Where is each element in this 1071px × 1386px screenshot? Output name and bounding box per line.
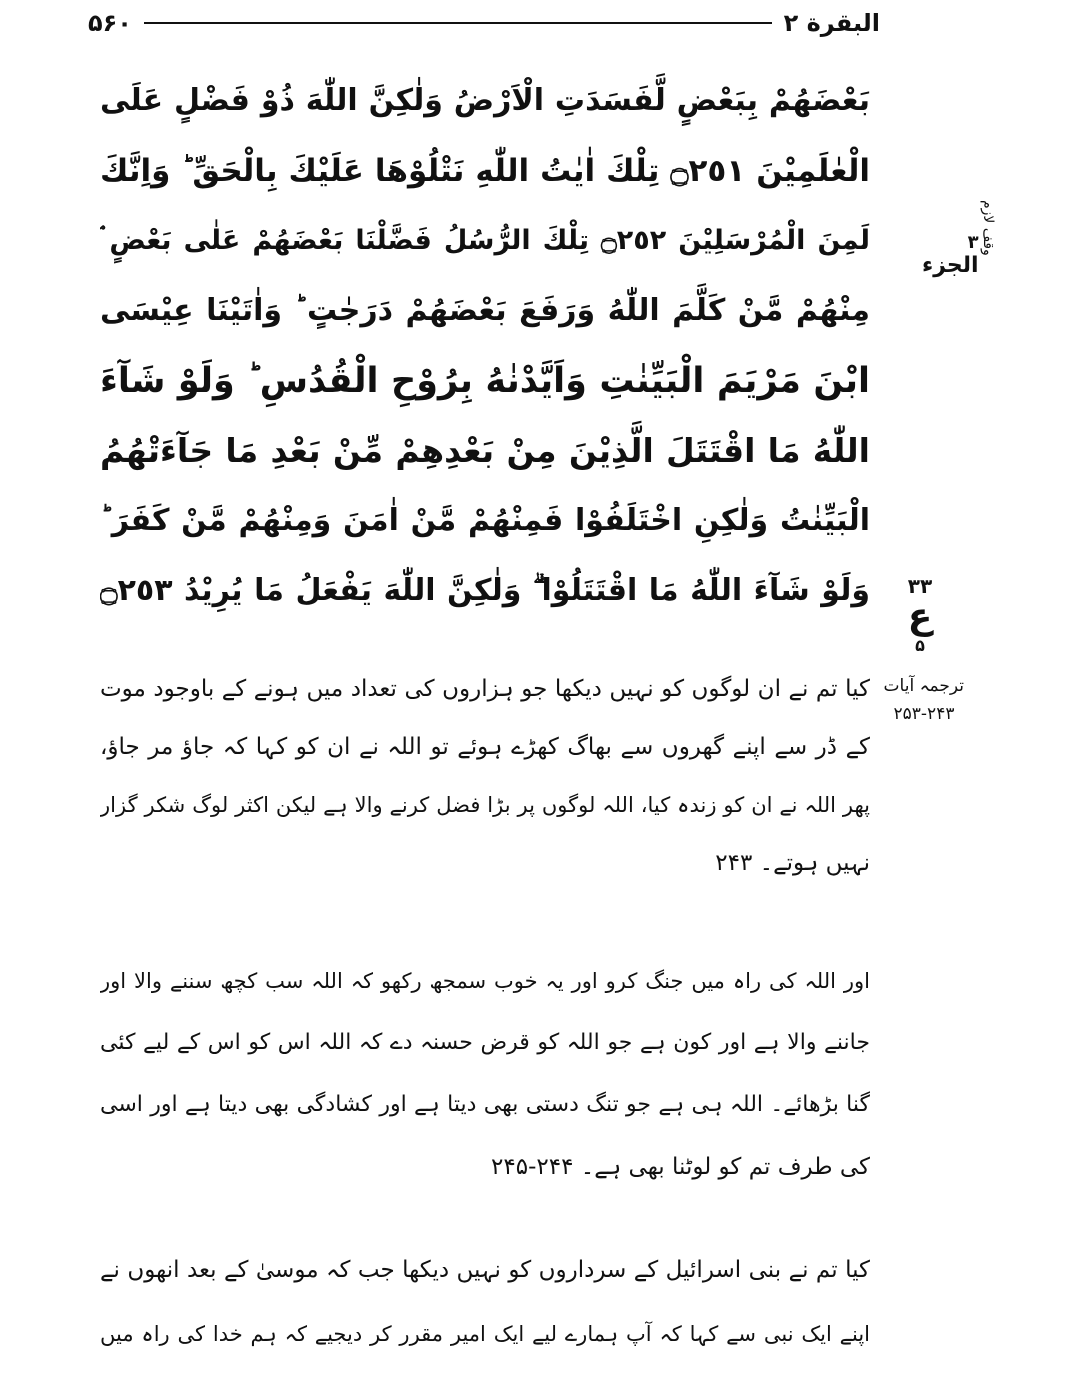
- urdu-line: کی طرف تم کو لوٹنا بھی ہے۔ ۲۴۴-۲۴۵: [491, 1154, 870, 1180]
- juz-number: ۳: [967, 232, 979, 253]
- ruku-number: ۳۳: [907, 574, 933, 598]
- urdu-line: اپنے ایک نبی سے کہا کہ آپ ہمارے لیے ایک امیر مقرر کر دیجیے کہ ہم خدا کی راہ میں: [100, 1322, 870, 1346]
- arabic-line: الْعٰلَمِيْنَ ۝٢٥١ تِلْكَ اٰيٰتُ اللّٰهِ نَتْلُوْهَا عَلَيْكَ بِالْحَقِّ ؕ وَاِنَّكَ: [100, 153, 870, 189]
- page-number: ۵۶۰: [88, 9, 132, 37]
- juz-label: الجزء: [922, 253, 979, 278]
- urdu-line: کے ڈر سے اپنے گھروں سے بھاگ کھڑے ہوئے تو اللہ نے ان کو کہا کہ جاؤ مر جاؤ،: [100, 734, 870, 760]
- urdu-line: کیا تم نے ان لوگوں کو نہیں دیکھا جو ہزاروں کی تعداد میں ہونے کے باوجود موت: [100, 676, 870, 702]
- ruku-sub-number: ۵: [915, 636, 925, 655]
- urdu-line: نہیں ہوتے۔ ۲۴۳: [715, 850, 870, 876]
- urdu-line: جاننے والا ہے اور کون ہے جو اللہ کو قرض حسنہ دے کہ اللہ اس کو اس کے لیے کئی: [100, 1030, 870, 1055]
- ruku-letter: ع: [907, 596, 933, 637]
- translation-range: ۲۵۳-۲۴۳: [893, 704, 955, 724]
- arabic-line: بَعْضَهُمْ بِبَعْضٍ لَّفَسَدَتِ الْاَرْضُ وَلٰكِنَّ اللّٰهَ ذُوْ فَضْلٍ عَلَى: [100, 83, 870, 118]
- arabic-text-block: [100, 66, 870, 626]
- waqf-lazim-mark: وقف لازم: [980, 200, 996, 256]
- urdu-paragraph: [100, 660, 870, 892]
- arabic-line: اللّٰهُ مَا اقْتَتَلَ الَّذِيْنَ مِنْ بَعْدِهِمْ مِّنْ بَعْدِ مَا جَآءَتْهُمُ: [100, 431, 870, 470]
- header-rule: [144, 22, 772, 24]
- translation-label: ترجمہ آیات: [883, 676, 964, 696]
- urdu-line: گنا بڑھائے۔ اللہ ہی ہے جو تنگ دستی بھی دیتا ہے اور کشادگی بھی دیتا ہے اور اسی: [100, 1092, 870, 1117]
- translation-verses-note: [884, 672, 964, 728]
- page-header: [88, 6, 880, 40]
- urdu-paragraph: [100, 950, 870, 1198]
- juz-marker: [922, 232, 979, 278]
- urdu-line: اور اللہ کی راہ میں جنگ کرو اور یہ خوب سمجھ رکھو کہ اللہ سب کچھ سننے والا اور: [100, 969, 870, 993]
- surah-title: البقرة ۲: [783, 9, 880, 37]
- urdu-line: پھر اللہ نے ان کو زندہ کیا، اللہ لوگوں پر بڑا فضل کرنے والا ہے لیکن اکثر لوگ شکر گزار: [100, 793, 870, 817]
- urdu-paragraph: [100, 1238, 870, 1366]
- arabic-line: مِنْهُمْ مَّنْ كَلَّمَ اللّٰهُ وَرَفَعَ بَعْضَهُمْ دَرَجٰتٍ ؕ وَاٰتَيْنَا عِيْسَى: [100, 293, 870, 328]
- arabic-line: وَلَوْ شَآءَ اللّٰهُ مَا اقْتَتَلُوْا ۗ وَلٰكِنَّ اللّٰهَ يَفْعَلُ مَا يُرِيْدُ ۝٢٥٣: [100, 573, 870, 608]
- arabic-line: الْبَيِّنٰتُ وَلٰكِنِ اخْتَلَفُوْا فَمِنْهُمْ مَّنْ اٰمَنَ وَمِنْهُمْ مَّنْ كَفَرَ ؕ: [100, 503, 870, 538]
- arabic-line: ابْنَ مَرْيَمَ الْبَيِّنٰتِ وَاَيَّدْنٰهُ بِرُوْحِ الْقُدُسِ ؕ وَلَوْ شَآءَ: [100, 361, 870, 401]
- arabic-line: لَمِنَ الْمُرْسَلِيْنَ ۝٢٥٢ تِلْكَ الرُّسُلُ فَضَّلْنَا بَعْضَهُمْ عَلٰى بَعْضٍ ۘ: [100, 225, 870, 256]
- urdu-line: کیا تم نے بنی اسرائیل کے سرداروں کو نہیں دیکھا جب کہ موسیٰ کے بعد انھوں نے: [100, 1257, 870, 1283]
- ruku-marker: [890, 574, 950, 655]
